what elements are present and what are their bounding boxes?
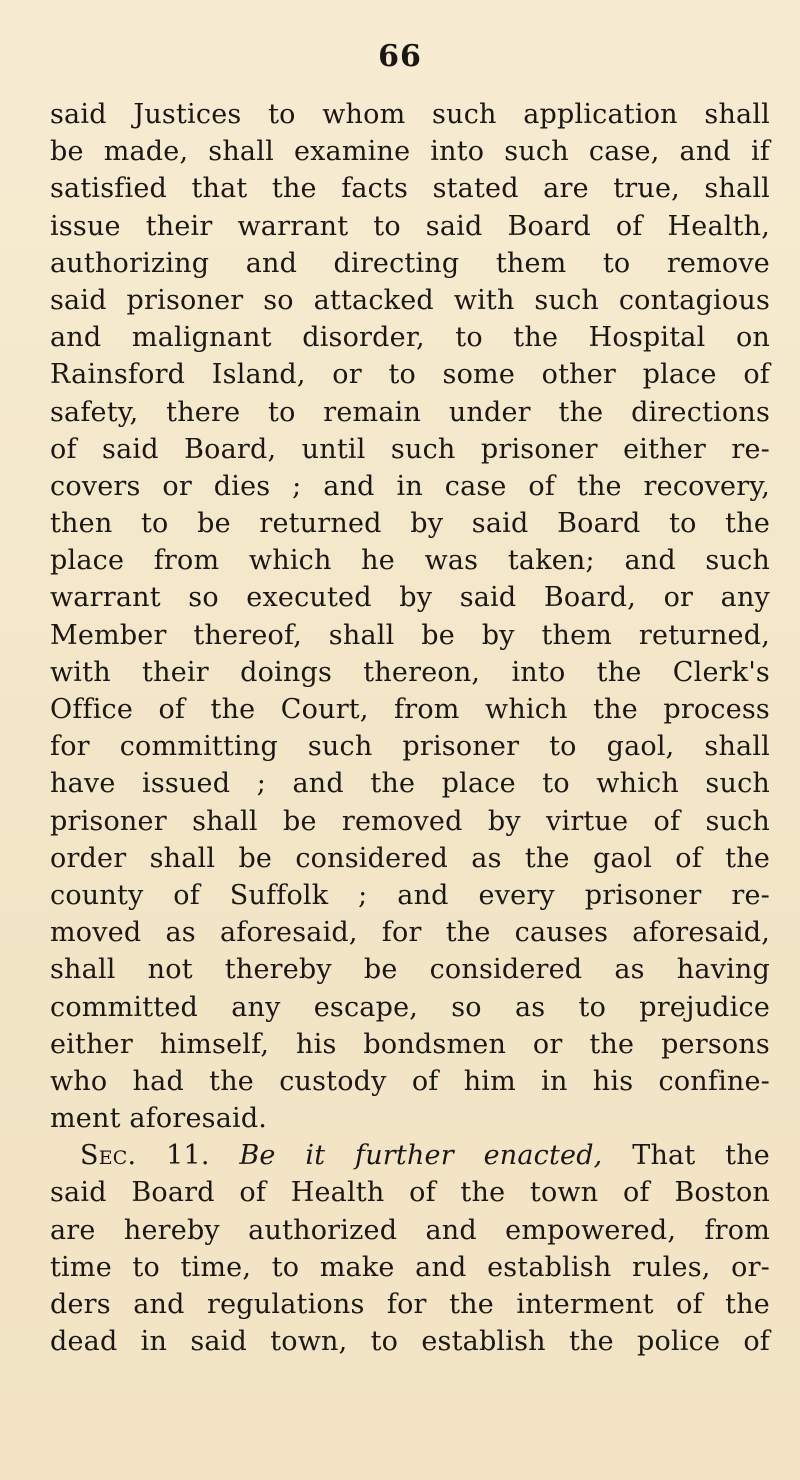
text-line: authorizing and directing them to remove [50,247,770,279]
text-line: satisfied that the facts stated are true, shall [50,173,770,205]
text-line: county of Suffolk ; and every prisoner re- [50,879,770,911]
text-line: ders and regulations for the interment of the [50,1289,770,1320]
text-line: said Justices to whom such application shall [50,99,770,130]
text-line: either himself, his bondsmen or the persons [50,1028,770,1060]
text-line: then to be returned by said Board to the [50,508,770,540]
text-line: have issued ; and the place to which such [50,768,770,800]
section-number: 11. [166,1140,210,1172]
text-line: ment aforesaid. [50,1103,268,1135]
section-label: Sec. [80,1140,137,1172]
text-line: safety, there to remain under the directions [50,396,770,428]
text-line: shall not thereby be considered as having [50,954,770,986]
text-line: committed any escape, so as to prejudice [50,991,770,1023]
text-line: prisoner shall be removed by virtue of such [50,805,770,837]
text-line: and malignant disorder, to the Hospital on [50,322,770,354]
text-line: are hereby authorized and empowered, from [50,1214,770,1246]
text-line: place from which he was taken; and such [50,545,770,577]
text-line: dead in said town, to establish the police of [50,1326,770,1358]
text-line: for committing such prisoner to gaol, shall [50,731,770,763]
text-line: moved as aforesaid, for the causes aforesaid, [50,917,770,949]
body-text [50,96,770,1360]
section-opening: That the [632,1140,770,1172]
text-line: who had the custody of him in his confine- [50,1065,770,1097]
text-line: Member thereof, shall be by them returned, [50,619,770,651]
text-line: order shall be considered as the gaol of the [50,842,770,874]
text-line: with their doings thereon, into the Clerk's [50,656,770,688]
text-line: said Board of Health of the town of Boston [50,1177,770,1209]
enacting-clause: Be it further enacted, [239,1140,603,1172]
text-line: of said Board, until such prisoner either re- [50,433,770,465]
text-line: time to time, to make and establish rules, or- [50,1251,770,1283]
text-line: covers or dies ; and in case of the recovery, [50,470,770,502]
text-line: said prisoner so attacked with such contagious [50,284,770,316]
page-number: 66 [378,39,422,74]
text-line: warrant so executed by said Board, or any [50,582,770,614]
text-line: Office of the Court, from which the process [50,694,770,725]
text-line: Rainsford Island, or to some other place of [50,359,770,391]
text-line: issue their warrant to said Board of Health, [50,210,770,242]
text-line: be made, shall examine into such case, and if [50,136,770,168]
section-heading-line [50,1137,770,1174]
